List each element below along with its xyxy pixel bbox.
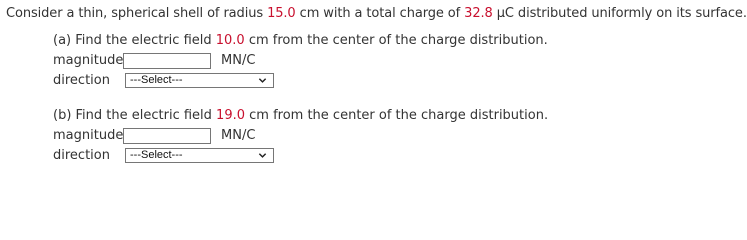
part-a-question — [53, 32, 548, 50]
chevron-down-icon — [258, 151, 267, 160]
intro-mid: cm with a total charge of — [295, 6, 465, 21]
part-a-magnitude-label: magnitude — [53, 53, 124, 68]
part-a-question-suffix: cm from the center of the charge distribution. — [244, 33, 548, 48]
part-a-direction-label: direction — [53, 73, 110, 88]
intro-suffix: μC distributed uniformly on its surface. — [492, 6, 747, 21]
part-b-unit: MN/C — [221, 128, 256, 143]
part-a-direction-selected: ---Select--- — [130, 74, 183, 86]
part-b-direction-row — [53, 146, 548, 165]
part-a-magnitude-input[interactable] — [123, 53, 211, 69]
part-b-question-prefix: (b) Find the electric field — [53, 108, 217, 123]
part-b-question-suffix: cm from the center of the charge distribution. — [245, 108, 549, 123]
part-a-unit: MN/C — [221, 53, 256, 68]
part-b-direction-select[interactable] — [125, 148, 274, 163]
part-a-question-prefix: (a) Find the electric field — [53, 33, 216, 48]
part-a — [53, 32, 548, 90]
part-b-magnitude-row — [53, 126, 548, 145]
radius-value: 15.0 — [267, 6, 296, 21]
part-a-magnitude-row — [53, 51, 548, 70]
part-b-magnitude-label: magnitude — [53, 128, 124, 143]
part-b-question — [53, 107, 548, 125]
part-b — [53, 107, 548, 165]
part-b-direction-label: direction — [53, 148, 110, 163]
charge-value: 32.8 — [464, 6, 493, 21]
part-b-direction-selected: ---Select--- — [130, 149, 183, 161]
part-a-direction-select[interactable] — [125, 73, 274, 88]
intro-prefix: Consider a thin, spherical shell of radius — [6, 6, 268, 21]
part-a-distance: 10.0 — [215, 33, 245, 48]
part-b-distance: 19.0 — [216, 108, 245, 123]
part-b-magnitude-input[interactable] — [123, 128, 211, 144]
part-a-direction-row — [53, 71, 548, 90]
problem-statement — [6, 6, 747, 21]
chevron-down-icon — [258, 76, 267, 85]
